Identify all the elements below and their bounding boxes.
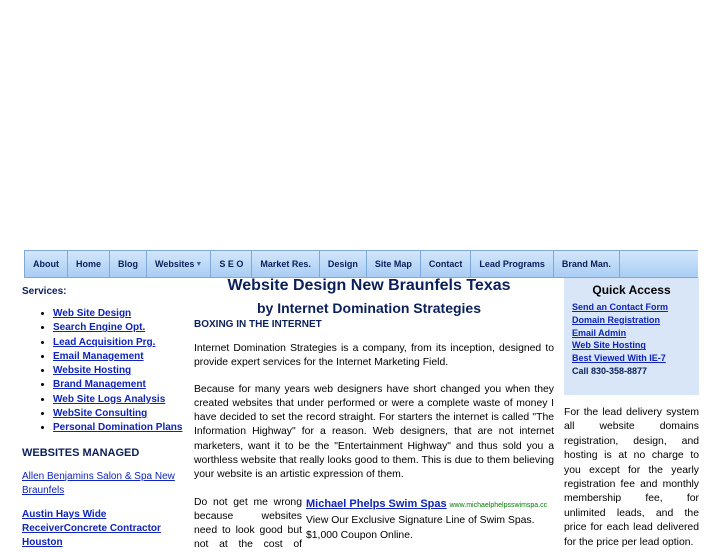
quick-link-best-viewed[interactable]: Best Viewed With IE-7 — [572, 353, 666, 364]
page-title: Website Design New Braunfels Texas — [227, 277, 511, 294]
service-link[interactable]: Lead Acquisition Prg. — [53, 336, 156, 348]
list-item — [53, 364, 182, 378]
managed-site-link[interactable]: Allen Benjamins Salon & Spa New Braunfels — [22, 470, 175, 496]
services-heading: Services: — [22, 286, 67, 297]
service-link[interactable]: Website Hosting — [53, 365, 132, 377]
quick-link-domain-registration[interactable]: Domain Registration — [572, 314, 661, 325]
list-item — [53, 421, 182, 435]
nav-brand-management[interactable]: Brand Man. — [554, 251, 620, 277]
nav-market-research[interactable]: Market Res. — [252, 251, 320, 277]
list-item — [53, 350, 182, 364]
list-item — [53, 407, 182, 421]
list-item — [53, 321, 182, 335]
list-item — [53, 336, 182, 350]
quick-access-box — [564, 278, 699, 395]
ad-line: $1,000 Coupon Online. — [306, 530, 413, 541]
quick-link-email-admin[interactable]: Email Admin — [572, 327, 627, 338]
page-subtitle: by Internet Domination Strategies — [256, 300, 482, 316]
list-item — [572, 327, 699, 340]
ad-url-link[interactable]: www.michaelphelpsswimspa.cc — [449, 502, 548, 509]
nav-contact[interactable]: Contact — [421, 251, 472, 277]
service-link[interactable]: Email Management — [53, 350, 144, 362]
list-item — [53, 307, 182, 321]
paragraph-fragment-line: because websites — [194, 511, 302, 522]
left-sidebar — [22, 286, 182, 550]
quick-link-contact-form[interactable]: Send an Contact Form — [572, 302, 669, 312]
paragraph-fragment-line: need to look good but — [194, 525, 302, 536]
service-link[interactable]: Web Site Design — [53, 308, 132, 319]
quick-access-title: Quick Access — [592, 283, 671, 297]
lead-delivery-text: For the lead delivery system all website domains registration, design, and hosting is at no charge to you except for the yearly registration fee and monthly membership fee, for unlimited leads, and the price for each lead delivered for the price per lead option. — [564, 407, 699, 548]
quick-link-web-hosting[interactable]: Web Site Hosting — [572, 340, 646, 351]
quick-access-list — [572, 301, 699, 378]
list-item — [572, 314, 699, 327]
ad-header — [306, 497, 556, 513]
nav-home[interactable]: Home — [68, 251, 110, 277]
nav-websites-label: Websites — [155, 259, 195, 269]
list-item — [53, 393, 182, 407]
managed-site-link[interactable]: Austin Hays Wide ReceiverConcrete Contractor Houston — [22, 508, 161, 548]
list-item — [572, 339, 699, 352]
nav-about[interactable]: About — [24, 251, 68, 277]
list-item — [572, 301, 699, 314]
services-list — [22, 307, 182, 436]
list-item — [572, 365, 699, 378]
service-link[interactable]: Search Engine Opt. — [53, 322, 146, 334]
paragraph-fragment-line: not at the cost of — [194, 539, 302, 550]
nav-blog[interactable]: Blog — [110, 251, 147, 277]
paragraph-fragment-line: Do not get me wrong — [194, 497, 302, 508]
websites-managed-heading: WEBSITES MANAGED — [22, 446, 140, 459]
chevron-down-icon: ▼ — [195, 260, 203, 268]
phone-number: Call 830-358-8877 — [572, 365, 648, 376]
service-link[interactable]: Web Site Logs Analysis — [53, 393, 166, 405]
ad-title-link[interactable]: Michael Phelps Swim Spas — [306, 498, 447, 510]
nav-websites[interactable] — [147, 251, 211, 277]
main-nav — [24, 250, 698, 278]
ad-block — [306, 497, 556, 543]
list-item — [572, 352, 699, 365]
service-link[interactable]: Personal Domination Plans — [53, 422, 183, 434]
section-heading: BOXING IN THE INTERNET — [194, 319, 322, 330]
nav-seo[interactable]: S E O — [211, 251, 252, 277]
service-link[interactable]: Brand Management — [53, 379, 146, 391]
main-content — [194, 277, 554, 483]
intro-paragraph: Internet Domination Strategies is a company, from its inception, designed to provide expert services for the Internet Marketing Field. — [194, 343, 554, 369]
nav-site-map[interactable]: Site Map — [367, 251, 421, 277]
nav-design[interactable]: Design — [320, 251, 367, 277]
ad-line: View Our Exclusive Signature Line of Swim Spas. — [306, 515, 535, 526]
body-paragraph: Because for many years web designers have short changed you when they created websites that under performed or were a complete waste of money I have decided to set the record straight. For starters the internet is called "The Information Highway" for a reason. Web designers, that are not internet marketers, want it to be the "Entertainment Highway" and thus sold you a worthless website that really looks good to them. This is due to them believing your website is an artistic expression of them. — [194, 383, 554, 481]
nav-lead-programs[interactable]: Lead Programs — [471, 251, 554, 277]
list-item — [53, 378, 182, 392]
service-link[interactable]: WebSite Consulting — [53, 408, 148, 420]
